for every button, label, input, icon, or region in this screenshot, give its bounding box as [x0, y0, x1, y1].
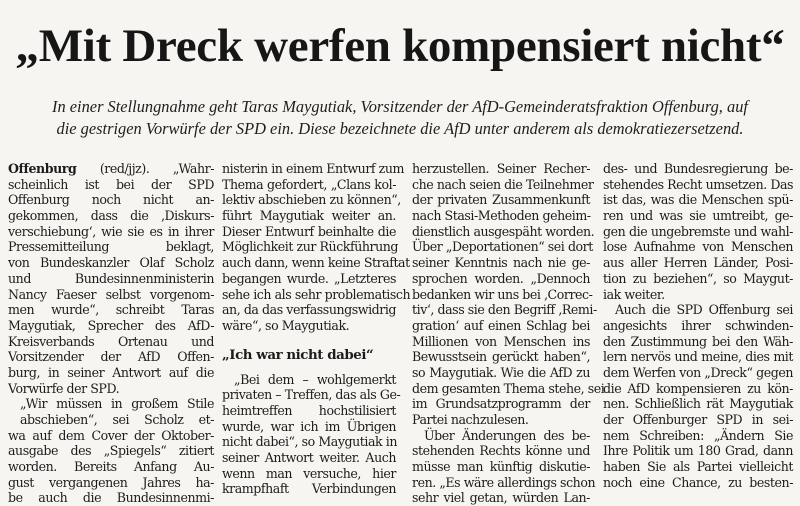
text-line: lern nervös und meine, dies mit	[603, 349, 793, 365]
text-line: Offenburg noch nicht an-	[8, 192, 214, 208]
text-line: so Maygutiak. Wie die AfD zu	[412, 364, 590, 380]
dateline: Offenburg	[8, 161, 77, 176]
lede-line: In einer Stellungnahme geht Taras Maygutiak, Vorsitzender der AfD-Gemeinderatsfraktion Offenburg, auf	[52, 97, 748, 116]
text-line: Vorsitzender der AfD Offen-	[8, 349, 214, 365]
text-line: ren. „Es wäre allerdings schon	[412, 474, 596, 490]
text-line: stehenden Rechts könne und	[412, 443, 590, 459]
spacer	[222, 334, 396, 346]
text-line: nisterin in einem Entwurf zum	[222, 161, 404, 176]
text-line: müsse man künftig diskutie-	[412, 459, 590, 475]
text-line: ist das, was die Menschen spü-	[603, 192, 793, 208]
text-line: dienstlich ausgespäht worden.	[412, 223, 595, 239]
text-line: sehr viel getan, würden Lan-	[412, 490, 590, 506]
text-line: Kreisverbands Ortenau und	[8, 333, 214, 349]
article-body	[0, 161, 800, 506]
lede-line: die gestrigen Vorwürfe der SPD ein. Diese bezeichnete die AfD unter anderem als demokratiezersetzend.	[56, 119, 744, 138]
text-line: privaten – Treffen, das als Ge-	[222, 387, 401, 403]
text-line: krampfhaft Verbindungen	[222, 481, 396, 497]
text-line: sehe ich als sehr problematisch	[222, 286, 411, 302]
text-line: iak weiter.	[603, 286, 665, 302]
text-line: sprochen worden. „Dennoch	[412, 270, 590, 286]
text-line: noch eine Chance, zu besten-	[603, 474, 793, 490]
text-line: seiner Antwort weiter. Auch	[222, 450, 396, 465]
text-line: Ihre Politik um 180 Grad, dann	[603, 443, 793, 459]
text-line: „Wir müssen in großem Stile abschieben“, sei Scholz et-	[20, 396, 214, 428]
text-line: Dieser Entwurf beinhalte die	[222, 223, 396, 239]
text-line: Maygutiak, Sprecher des AfD-	[8, 317, 214, 333]
text-line: Partei nachzulesen.	[412, 412, 529, 427]
column-1	[8, 161, 214, 506]
text-line: Vorwürfe der SPD.	[8, 380, 120, 396]
text-line: wa auf dem Cover der Oktober-	[8, 427, 214, 443]
text-line: dem gesamten Thema stehe, sei	[412, 380, 605, 396]
text-line: gekommen, dass die ‚Diskurs-	[8, 208, 214, 224]
text-line: seiner Kenntnis nach nie ge-	[412, 255, 590, 271]
text-line: worden. Bereits Anfang Au-	[8, 459, 214, 475]
text-line: herzustellen. Seiner Recher-	[412, 161, 590, 176]
text-line: „Bei dem – wohlgemerkt	[234, 371, 396, 387]
text-line: führt Maygutiak weiter an.	[222, 208, 396, 224]
column-4	[603, 161, 793, 490]
text-line: tion zu beziehen“, so Maygut-	[603, 270, 793, 286]
text-line: Thema gefordert, „Clans kol-	[222, 176, 396, 192]
text-line: heimtreffen hochstilisiert	[222, 402, 396, 418]
text-line: Auch die SPD Offenburg sei	[615, 302, 793, 318]
text-line: nen. Schließlich rät Maygutiak	[603, 396, 793, 412]
dateline-rest: (red/jjz). „Wahr-	[76, 161, 214, 176]
text-line: der privaten Zusammenkunft	[412, 192, 590, 208]
text-line: wäre“, so Maygutiak.	[222, 317, 350, 333]
text-line: wenn man versuche, hier	[222, 465, 396, 481]
column-2	[222, 161, 411, 497]
text-line: nach Stasi-Methoden geheim-	[412, 208, 591, 224]
text-line: des- und Bundesregierung be-	[603, 161, 793, 176]
text-line: der Offenburger SPD in sei-	[603, 412, 793, 427]
text-line: lektiv abschieben zu können“,	[222, 192, 401, 208]
text-line: Millionen von Menschen ins	[412, 333, 590, 349]
text-line	[8, 161, 214, 177]
text-line: Bewusstsein gerückt haben“,	[412, 349, 590, 365]
text-line: dem Werfen von „Dreck“ gegen	[603, 364, 793, 380]
text-line: tiv‘, dass sie den Begriff ‚Remi-	[412, 302, 597, 318]
text-line: stehendes Recht umsetzen. Das	[603, 176, 794, 192]
text-line: von Bundeskanzler Olaf Scholz	[8, 255, 214, 271]
column-3	[412, 161, 605, 506]
text-line: angesichts ihrer schwinden-	[603, 317, 793, 333]
text-line: und Bundesinnenministerin	[8, 270, 214, 286]
text-line: ausgabe des „Spiegels“ zitiert	[8, 443, 214, 459]
text-line: che nach seien die Teilnehmer	[412, 176, 594, 192]
text-line: bedanken wir uns bei ‚Correc-	[412, 286, 593, 302]
text-line: ren und was sie umtreibt, ge-	[603, 208, 793, 224]
headline: „Mit Dreck werfen kompensiert nicht“	[15, 20, 785, 72]
text-line: be auch die Bundesinnenmi-	[8, 490, 214, 506]
text-line: im Grundsatzprogramm der	[412, 396, 590, 412]
text-line: Über Änderungen des be-	[424, 427, 590, 443]
text-line: verschiebung‘, wie sie es in ihrer	[8, 223, 214, 239]
text-line: nicht dabei“, so Maygutiak in	[222, 434, 397, 450]
text-line: gration‘ auf einen Schlag bei	[412, 317, 590, 333]
text-line: wurde, war ich im Übrigen	[222, 418, 396, 434]
subheading: „Ich war nicht dabei“	[222, 346, 374, 363]
text-line: aus aller Herren Länder, Posi-	[603, 255, 793, 271]
text-line: Über „Deportationen“ sei dort	[412, 239, 593, 255]
text-line: scheinlich ist bei der SPD	[8, 176, 214, 192]
text-line: Pressemitteilung beklagt,	[8, 239, 214, 255]
text-line: Nancy Faeser selbst vorgenom-	[8, 286, 214, 302]
text-line: men wurde“, schreibt Taras	[8, 302, 214, 318]
text-line: gust vergangenen Jahres ha-	[8, 474, 214, 490]
text-line: Möglichkeit zur Rückführung	[222, 239, 399, 255]
spacer	[222, 364, 396, 372]
text-line: begangen wurde. „Letzteres	[222, 270, 396, 286]
text-line: die AfD kompensieren zu kön-	[603, 380, 793, 396]
text-line: nem Schreiben: „Ändern Sie	[603, 427, 793, 443]
text-line: haben Sie als Partei vielleicht	[603, 459, 793, 475]
text-line: auch dann, wenn keine Straftat	[222, 255, 410, 271]
text-line: den Zustimmung bei den Wäh-	[603, 333, 793, 349]
text-line: burg, in seiner Antwort auf die	[8, 364, 214, 380]
lede	[10, 96, 790, 140]
text-line: lose Aufnahme von Menschen	[603, 239, 793, 255]
text-line: an, da das verfassungswidrig	[222, 302, 397, 318]
text-line: gen die ungebremste und wahl-	[603, 223, 793, 239]
